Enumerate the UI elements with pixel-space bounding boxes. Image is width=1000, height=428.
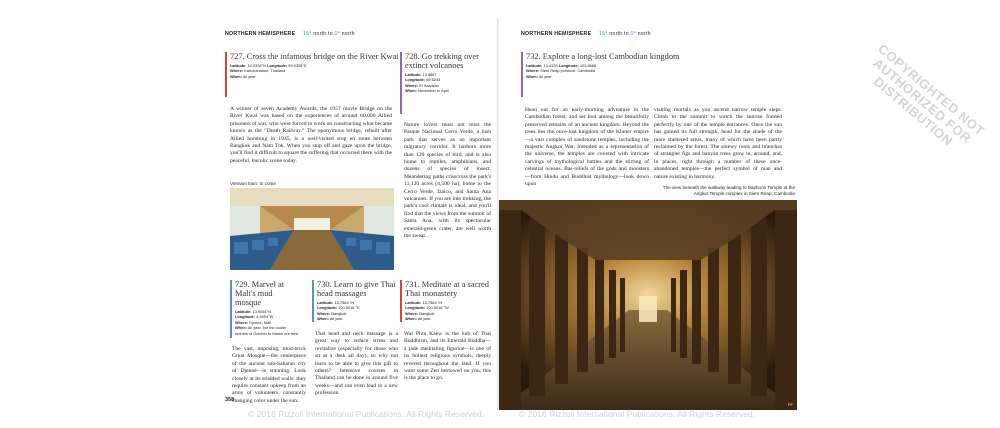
running-header: NORTHERN HEMISPHERE 15° north to 0° north xyxy=(521,31,651,37)
entry-color-bar xyxy=(400,280,402,322)
entry-728-body: Nature lovers must not miss the Parque Nacional Cerro Verde, a lush park that serves as an important migratory corridor. It harbors more than 120 species of bird, and is also home to reptiles, amphibians, and dozens of species of insect. Meandering paths crisscross the park's 11,120 acres (4,500 ha), home to the Cerro Verde, Izalco, and Santa Ana volcanoes. If you are into trekking, the park's cool climate is ideal, and you'll find that the views from the summit of Santa Ana, with its spectacular emerald-green crater, are well worth the sweat. xyxy=(404,122,491,240)
entry-meta: Latitude: 13.9054°N Longitude: 4.5554°W Where: Djenné, Mali When: All year, but the cooler months of October to March are best xyxy=(235,309,299,336)
entry-meta: Latitude: 14.0328°N Longitude: 99.5328°E Where: Kanchanaburi, Thailand When: All year xyxy=(230,63,307,79)
entry-color-bar xyxy=(400,52,402,114)
entry-color-bar xyxy=(230,280,232,338)
entry-color-bar xyxy=(225,52,227,97)
entry-728 xyxy=(400,52,495,94)
entry-color-bar xyxy=(312,280,314,322)
entry-meta: Latitude: 13.8667 Longitude: 89.6243 Where: El Salvador When: November to April xyxy=(405,72,449,94)
entry-title: 730. Learn to give Thai head massages xyxy=(317,280,396,298)
photo-caption: The view beneath the walkway leading to Baphuon Temple at the Angkor Temple complex in Siem Reap, Cambodia xyxy=(662,185,795,196)
running-header: NORTHERN HEMISPHERE 15° north to 0° north xyxy=(225,31,355,37)
temple-corridor-photo xyxy=(499,200,797,410)
entry-732-body-col1: Head out for an early-morning adventure in the Cambodian forest, and set foot among the beautifully preserved remains of an ancient kingdom. Beyond the trees lies the once-lost kingdom of the Khmer empire—a vast complex of sandstone temples, including the majestic Angkor Wat. Intended as a representation of the universe, the temples are covered with intricate carvings of mythological battles and the stirring of celestial oceans. Bas-reliefs of the gods and monsters—from Hindu and Buddhist mythology—look down upon xyxy=(525,107,649,188)
entry-title: 728. Go trekking over extinct volcanoes xyxy=(405,52,479,70)
entry-729-body: The vast, imposing, mud-brick Great Mosque—the centerpiece of the ancient sub-Saharan city of Djenné—is stunning. Look closely at its studded walls: they require constant upkeep from an army of volunteers, constantly changing color under the sun. xyxy=(232,346,306,404)
entry-title: 729. Marvel at Mali's mud mosque xyxy=(235,280,285,307)
train-interior-image xyxy=(230,188,394,270)
entry-title: 731. Meditate at a sacred Thai monastery xyxy=(405,280,489,298)
entry-727 xyxy=(225,52,400,79)
copyright-watermark-left: © 2016 Rizzoli International Publications. All Rights Reserved. xyxy=(248,409,485,419)
entry-731-body: Wat Phra Kaew is the hub of Thai Buddhism, and its Emerald Buddha—a jade meditating figurine—is one of its holiest religious symbols, deeply revered throughout the land. If you want some Zen bestowed on you, this is the place to go. xyxy=(404,331,491,382)
photo-credit: PF xyxy=(787,402,793,407)
entry-731 xyxy=(400,280,495,322)
entry-meta: Latitude: 13.4125 Longitude: 103.8666 Where: Siem Reap province, Cambodia When: All year xyxy=(526,63,597,79)
temple-corridor-image xyxy=(499,200,797,410)
photo-caption: Vietnam train: to come xyxy=(230,181,276,186)
entry-730 xyxy=(312,280,398,322)
left-page xyxy=(205,18,497,410)
entry-meta: Latitude: 13.7563 °N Longitude: 100.5018 °E Where: Bangkok When: All year xyxy=(317,300,360,322)
train-interior-photo xyxy=(230,188,394,270)
distribution-stamp: COPYRIGHTED NOT AUTHORIZED FOR DISTRIBUTION xyxy=(870,41,988,149)
entry-732 xyxy=(521,52,761,79)
entry-732-body-col2: visiting mortals as you ascend narrow temple steps. Climb to the summit to watch the sunrise framed perfectly by one of the temple entrances. Once the sun has gained its full strength, head for the shade of the more sheltered areas, many of which have been partly reclaimed by the forest. The sinewy roots and branches of strangler figs and banyan trees grow in, around, and, in places, right through a number of these once-abandoned temples—the perfect symbol of man and nature existing in harmony. xyxy=(654,107,782,180)
entry-727-body: A winner of seven Academy Awards, the 1957 movie Bridge on the River Kwai was based on the experiences of around 60,000 Allied prisoners of war, who were forced to work on constructing what became known as the "Death Railway." The eponymous bridge, rebuilt after Allied bombing in 1945, is a well-visited stop en route between Bangkok and Nam Tok. When you stop off and gaze upon the bridge, you'll find it difficult to square the suffering that occurred there with the peaceful, bucolic scene today. xyxy=(230,106,392,164)
page-number: 358 xyxy=(225,397,235,403)
entry-title: 732. Explore a long-lost Cambodian kingdom xyxy=(526,52,680,61)
entry-729 xyxy=(230,280,300,336)
right-page xyxy=(499,18,797,410)
entry-color-bar xyxy=(521,52,523,97)
copyright-watermark-right: © 2016 Rizzoli International Publications. All Rights Reserved. xyxy=(519,409,756,419)
entry-title: 727. Cross the infamous bridge on the River Kwai xyxy=(230,52,399,61)
entry-meta: Latitude: 13.7563 °N Longitude: 100.5018 °W Where: Bangkok When: All year xyxy=(405,300,449,322)
entry-730-body: Thai head and neck massage is a great way to reduce stress and revitalize (especially for those who sit at a desk all day), so why not learn to be able to give this gift to others? Intensive courses in Thailand can be done in around five weeks—and can even lead to a new profession. xyxy=(315,331,398,397)
